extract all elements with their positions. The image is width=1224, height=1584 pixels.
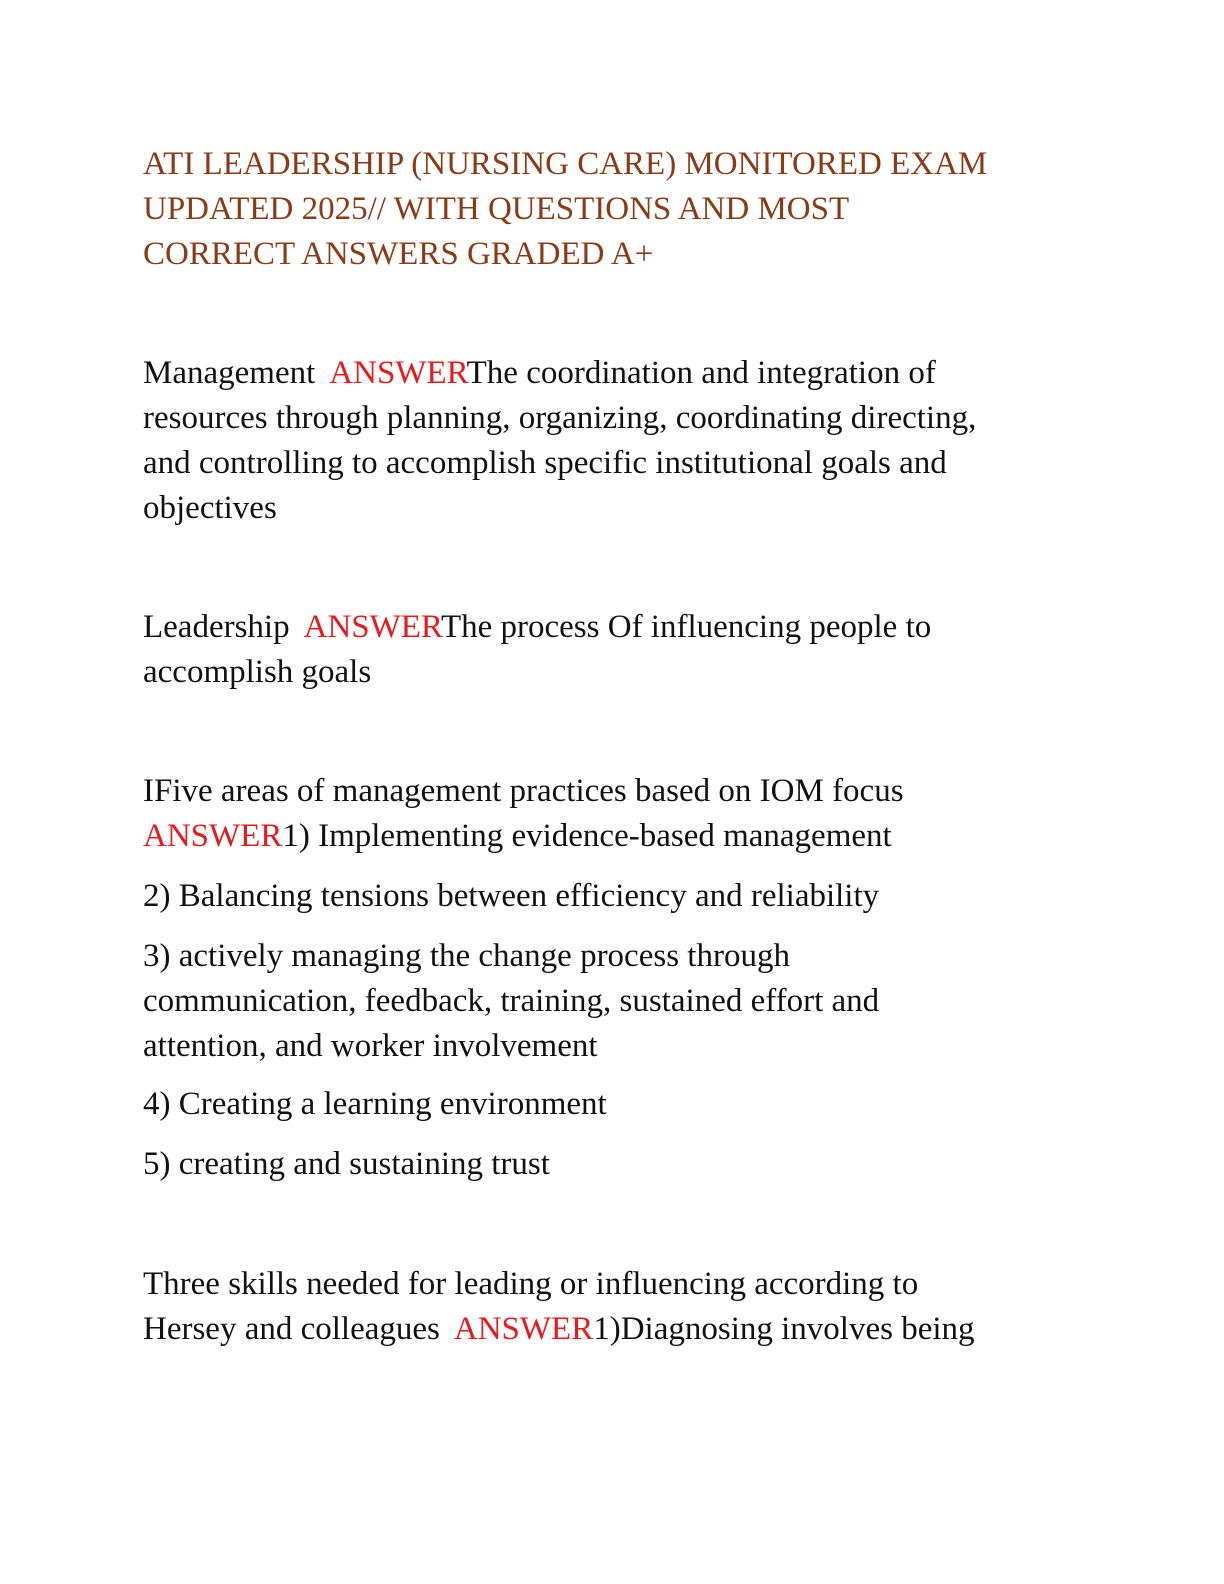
list-item-line: 3) actively managing the change process through (143, 938, 790, 974)
qa-term: Three skills needed for leading or influencing according to (143, 1266, 919, 1302)
qa-three-skills (143, 1262, 1103, 1352)
qa-line (143, 1307, 1103, 1352)
qa-answer-line: and controlling to accomplish specific institutional goals and (143, 445, 947, 481)
qa-term: Hersey and colleagues (143, 1311, 440, 1347)
list-item-line: communication, feedback, training, sustained effort and (143, 983, 880, 1019)
qa-leadership (143, 605, 1103, 695)
list-item (143, 934, 1103, 1069)
title-line: CORRECT ANSWERS GRADED A+ (143, 236, 654, 272)
title-line: UPDATED 2025// WITH QUESTIONS AND MOST (143, 191, 850, 227)
answer-marker: ANSWER (303, 609, 441, 645)
qa-answer: The process Of influencing people to (440, 609, 932, 645)
qa-answer: 1) Implementing evidence-based management (282, 818, 892, 854)
qa-term: Leadership (143, 609, 290, 645)
qa-term: IFive areas of management practices based on IOM focus (143, 773, 904, 809)
list-item-line: 5) creating and sustaining trust (143, 1146, 550, 1182)
list-item-line: 4) Creating a learning environment (143, 1086, 607, 1122)
qa-term: Management (143, 355, 316, 391)
qa-answer-line: accomplish goals (143, 654, 372, 690)
document-title (143, 142, 1103, 277)
qa-line (143, 351, 1103, 396)
list-item (143, 874, 1103, 919)
list-item-line: attention, and worker involvement (143, 1028, 598, 1064)
answer-marker: ANSWER (329, 355, 467, 391)
qa-answer: 1)Diagnosing involves being (593, 1311, 975, 1347)
list-item-line: 2) Balancing tensions between efficiency and reliability (143, 878, 880, 914)
qa-answer: The coordination and integration of (466, 355, 936, 391)
title-line: ATI LEADERSHIP (NURSING CARE) MONITORED EXAM (143, 146, 988, 182)
answer-marker: ANSWER (143, 818, 283, 854)
qa-line (143, 605, 1103, 650)
list-item (143, 1082, 1103, 1127)
qa-management (143, 351, 1103, 531)
answer-marker: ANSWER (453, 1311, 594, 1347)
list-item (143, 1142, 1103, 1187)
qa-line (143, 814, 1103, 859)
qa-answer-line: objectives (143, 490, 277, 526)
qa-five-areas (143, 769, 1103, 859)
qa-answer-line: resources through planning, organizing, coordinating directing, (143, 400, 977, 436)
